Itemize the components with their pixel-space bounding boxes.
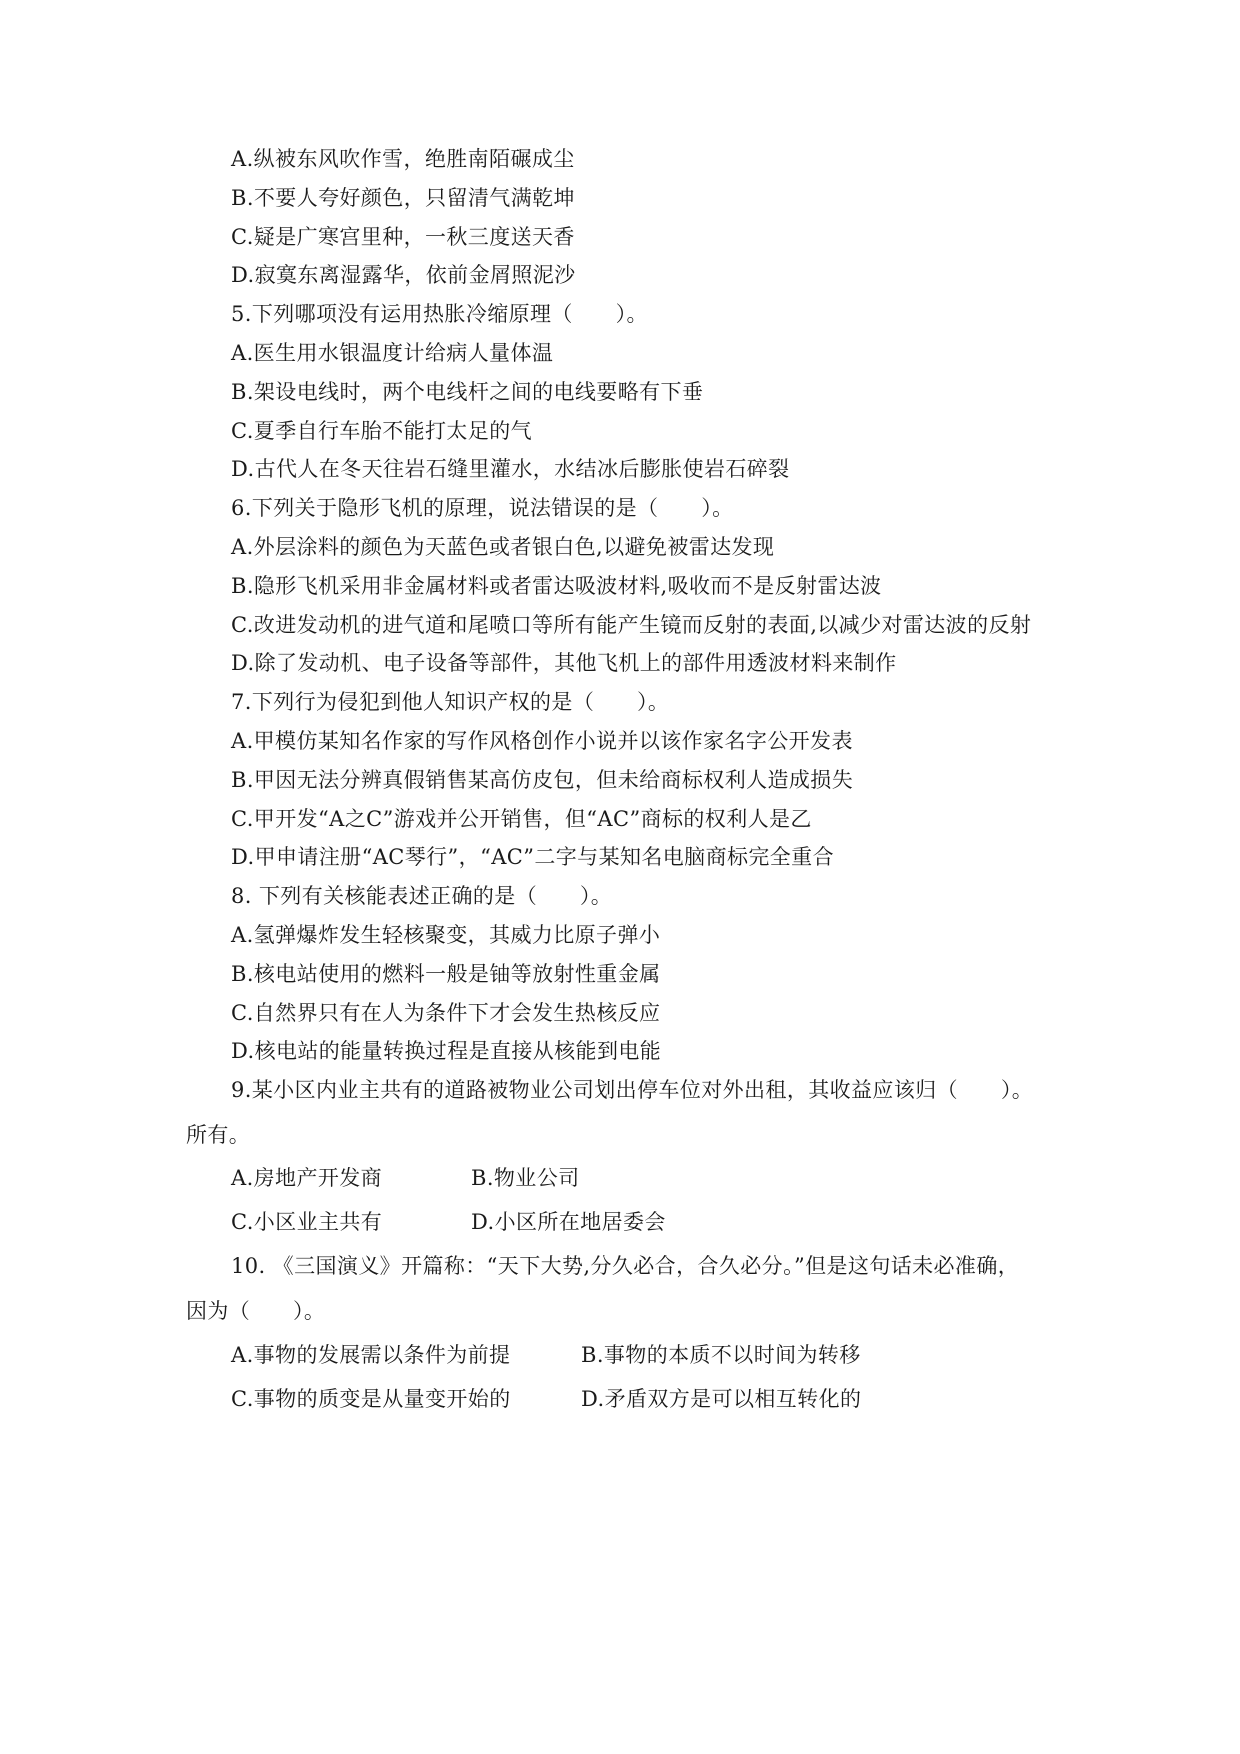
option-line: C.小区业主共有 bbox=[231, 1210, 383, 1234]
option-line: A.纵被东风吹作雪，绝胜南陌碾成尘 bbox=[231, 147, 575, 171]
question-10-stem: 10. 《三国演义》开篇称：“天下大势,分久必合，合久必分。”但是这句话未必准确， bbox=[231, 1254, 1020, 1278]
option-line: A.甲模仿某知名作家的写作风格创作小说并以该作家名字公开发表 bbox=[231, 729, 853, 753]
option-line: A.医生用水银温度计给病人量体温 bbox=[231, 341, 554, 365]
option-line: C.事物的质变是从量变开始的 bbox=[231, 1387, 511, 1411]
option-line: A.外层涂料的颜色为天蓝色或者银白色,以避免被雷达发现 bbox=[231, 535, 775, 559]
option-line: D.除了发动机、电子设备等部件，其他飞机上的部件用透波材料来制作 bbox=[231, 651, 897, 675]
option-line: B.架设电线时，两个电线杆之间的电线要略有下垂 bbox=[231, 380, 704, 404]
question-8-stem: 8. 下列有关核能表述正确的是（ ）。 bbox=[231, 884, 613, 908]
option-line: D.甲申请注册“AC琴行”，“AC”二字与某知名电脑商标完全重合 bbox=[231, 845, 834, 869]
option-line: C.自然界只有在人为条件下才会发生热核反应 bbox=[231, 1001, 661, 1025]
option-line: B.甲因无法分辨真假销售某高仿皮包，但未给商标权利人造成损失 bbox=[231, 768, 854, 792]
option-line: C.甲开发“A之C”游戏并公开销售，但“AC”商标的权利人是乙 bbox=[231, 807, 812, 831]
option-line: B.不要人夸好颜色，只留清气满乾坤 bbox=[231, 186, 575, 210]
option-line: C.夏季自行车胎不能打太足的气 bbox=[231, 419, 532, 443]
option-line: A.房地产开发商 bbox=[231, 1166, 383, 1190]
option-line: D.小区所在地居委会 bbox=[471, 1210, 666, 1234]
option-line: B.隐形飞机采用非金属材料或者雷达吸波材料,吸收而不是反射雷达波 bbox=[231, 574, 882, 598]
option-line: C.改进发动机的进气道和尾喷口等所有能产生镜而反射的表面,以减少对雷达波的反射 bbox=[231, 613, 1032, 637]
option-line: D.寂寞东离湿露华，依前金屑照泥沙 bbox=[231, 263, 576, 287]
question-10-stem-continued: 因为（ ）。 bbox=[186, 1299, 326, 1323]
question-9-stem: 9.某小区内业主共有的道路被物业公司划出停车位对外出租，其收益应该归（ ）。 bbox=[231, 1078, 1034, 1102]
option-line: A.氢弹爆炸发生轻核聚变，其威力比原子弹小 bbox=[231, 923, 661, 947]
option-line: D.核电站的能量转换过程是直接从核能到电能 bbox=[231, 1039, 662, 1063]
question-6-stem: 6.下列关于隐形飞机的原理，说法错误的是（ ）。 bbox=[231, 496, 734, 520]
option-line: B.物业公司 bbox=[471, 1166, 580, 1190]
question-9-stem-continued: 所有。 bbox=[186, 1123, 251, 1147]
question-5-stem: 5.下列哪项没有运用热胀冷缩原理（ ）。 bbox=[231, 302, 648, 326]
option-line: B.事物的本质不以时间为转移 bbox=[581, 1343, 861, 1367]
option-line: A.事物的发展需以条件为前提 bbox=[231, 1343, 511, 1367]
option-line: C.疑是广寒宫里种，一秋三度送天香 bbox=[231, 225, 575, 249]
option-line: D.古代人在冬天往岩石缝里灌水，水结冰后膨胀使岩石碎裂 bbox=[231, 457, 790, 481]
question-7-stem: 7.下列行为侵犯到他人知识产权的是（ ）。 bbox=[231, 690, 670, 714]
option-line: D.矛盾双方是可以相互转化的 bbox=[581, 1387, 862, 1411]
option-line: B.核电站使用的燃料一般是铀等放射性重金属 bbox=[231, 962, 661, 986]
